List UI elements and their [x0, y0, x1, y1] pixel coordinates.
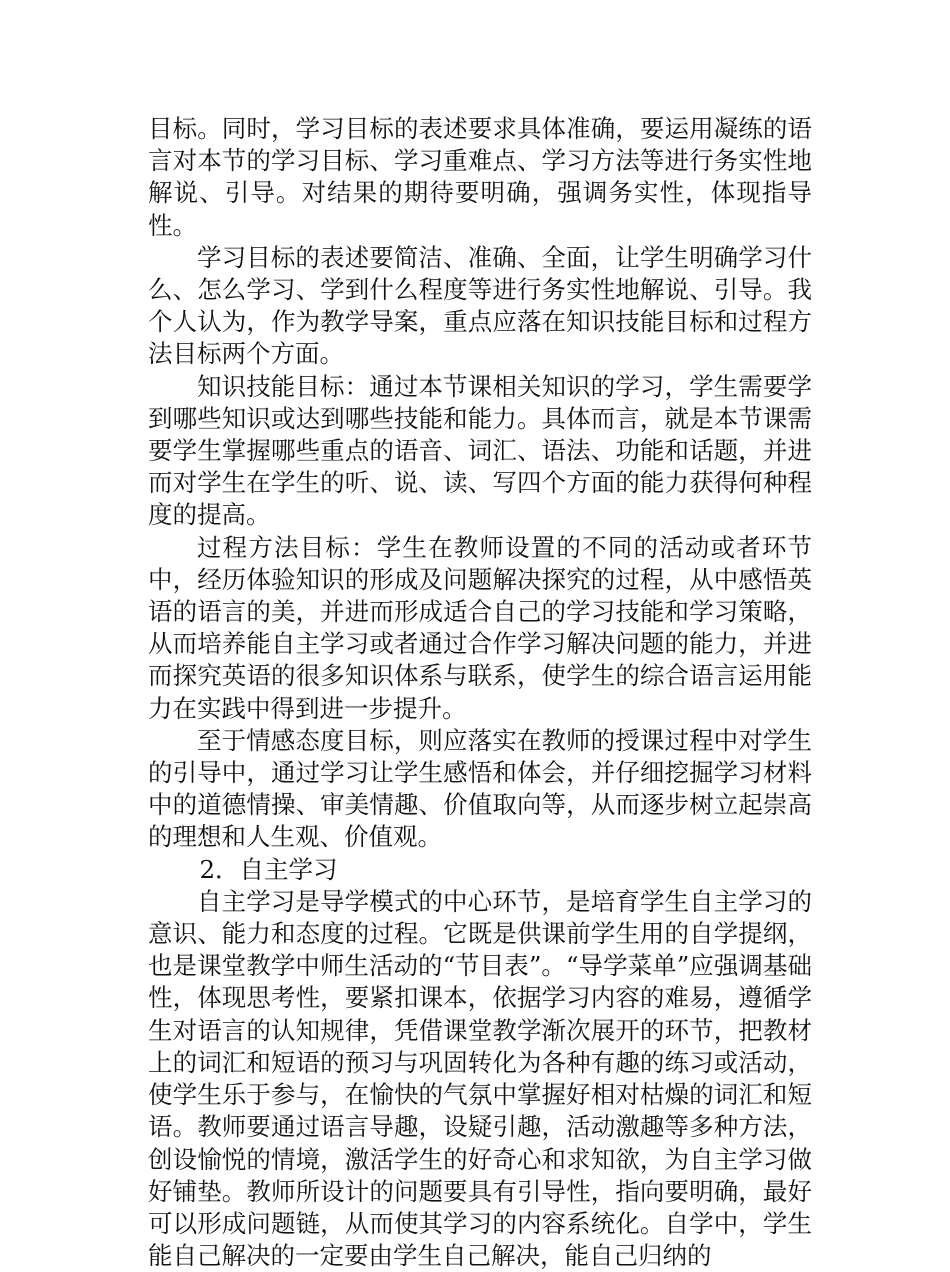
paragraph-learning-goal-expression: 学习目标的表述要简洁、准确、全面，让学生明确学习什么、怎么学习、学到什么程度等进行务实性地解说、引导。我个人认为，作为教学导案，重点应落在知识技能目标和过程方法目标两个方面。 — [148, 242, 812, 369]
section-heading-self-study: 2．自主学习 — [199, 854, 338, 884]
paragraph-self-study: 自主学习是导学模式的中心环节，是培育学生自主学习的意识、能力和态度的过程。它既是供课前学生用的自学提纲，也是课堂教学中师生活动的“节目表”。“导学菜单”应强调基础性，体现思考性，要紧扣课本，依据学习内容的难易，遵循学生对语言的认知规律，凭借课堂教学渐次展开的环节，把教材上的词汇和短语的预习与巩固转化为各种有趣的练习或活动，使学生乐于参与，在愉快的气氛中掌握好相对枯燥的词汇和短语。教师要通过语言导趣，设疑引趣，活动激趣等多种方法，创设愉悦的情境，激活学生的好奇心和求知欲，为自主学习做好铺垫。教师所设计的问题要具有引导性，指向要明确，最好可以形成问题链，从而使其学习的内容系统化。自学中，学生能自己解决的一定要由学生自己解决，能自己归纳的 — [148, 886, 812, 1271]
paragraph-continuation: 目标。同时，学习目标的表述要求具体准确，要运用凝练的语言对本节的学习目标、学习重难点、学习方法等进行务实性地解说、引导。对结果的期待要明确，强调务实性，体现指导性。 — [148, 114, 812, 240]
paragraph-process-method-goal: 过程方法目标：学生在教师设置的不同的活动或者环节中，经历体验知识的形成及问题解决探究的过程，从中感悟英语的语言的美，并进而形成适合自己的学习技能和学习策略，从而培养能自主学习或者通过合作学习解决问题的能力，并进而探究英语的很多知识体系与联系，使学生的综合语言运用能力在实践中得到进一步提升。 — [148, 532, 812, 723]
paragraph-knowledge-skill-goal: 知识技能目标：通过本节课相关知识的学习，学生需要学到哪些知识或达到哪些技能和能力。具体而言，就是本节课需要学生掌握哪些重点的语音、词汇、语法、功能和话题，并进而对学生在学生的听、说、读、写四个方面的能力获得何种程度的提高。 — [148, 371, 812, 530]
paragraph-emotion-attitude-goal: 至于情感态度目标，则应落实在教师的授课过程中对学生的引导中，通过学习让学生感悟和体会，并仔细挖掘学习材料中的道德情操、审美情趣、价值取向等，从而逐步树立起崇高的理想和人生观、价值观。 — [148, 725, 812, 852]
document-page — [148, 113, 812, 1272]
